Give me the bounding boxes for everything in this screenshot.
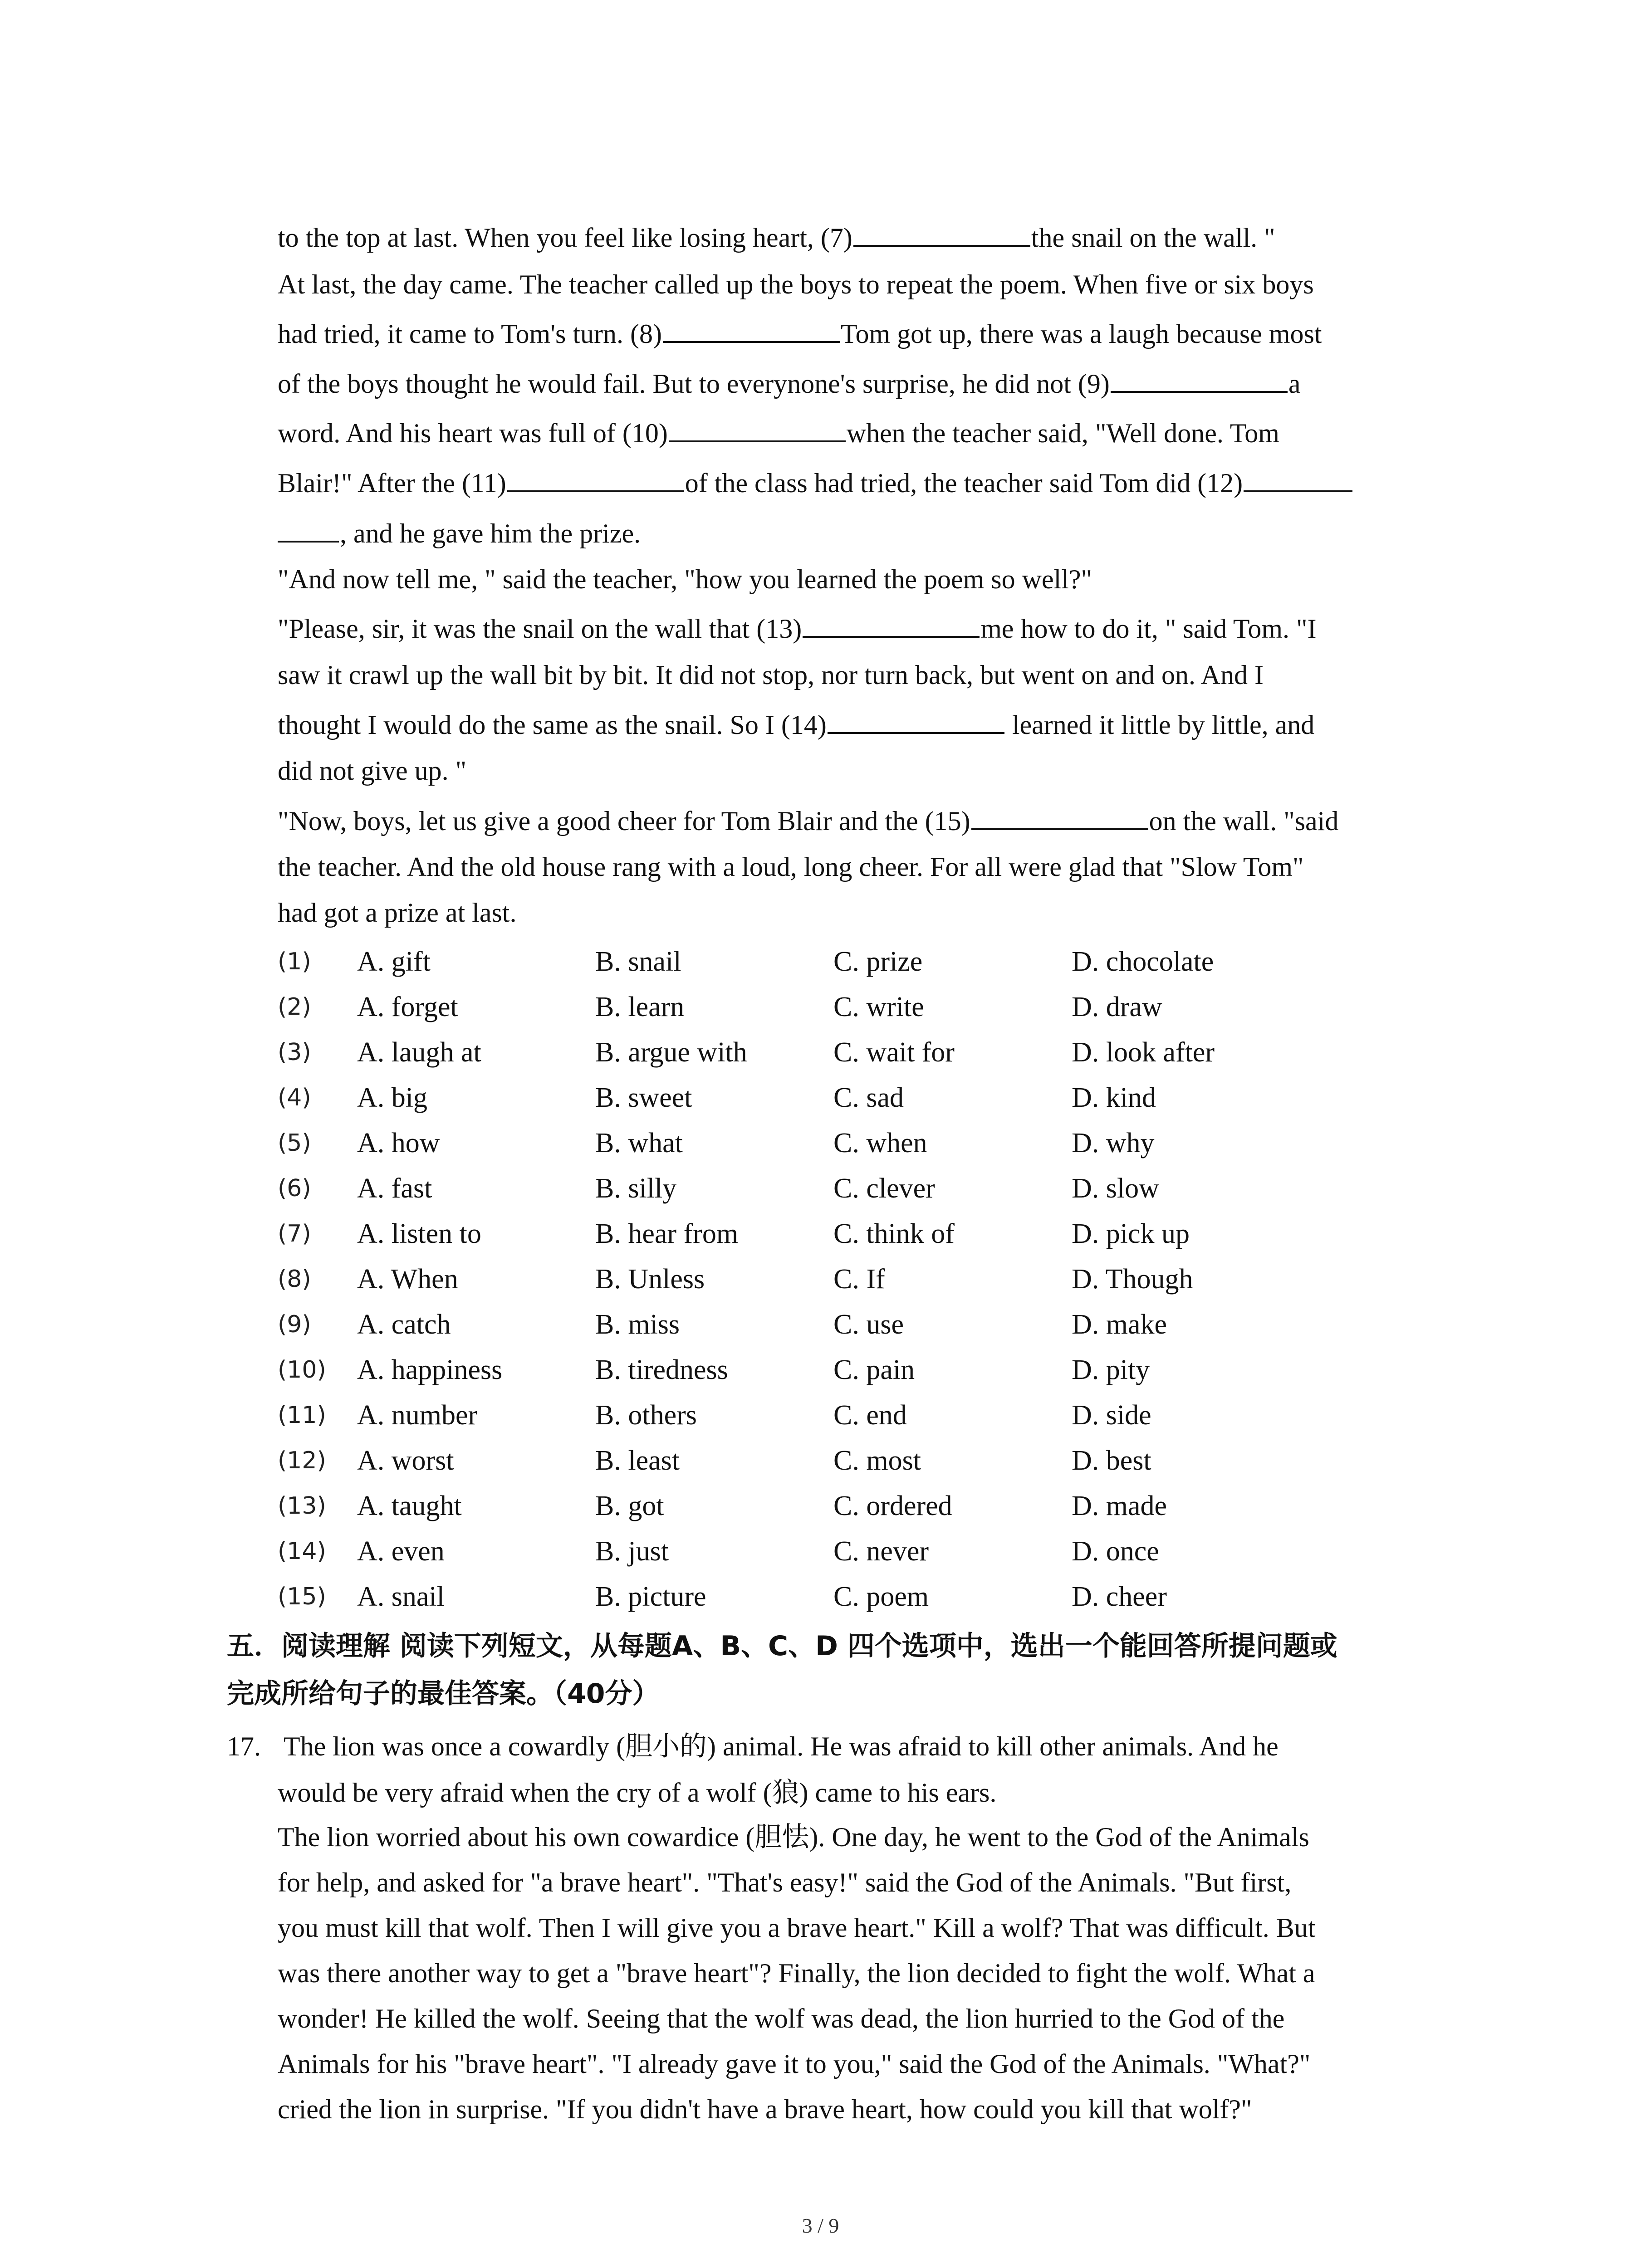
option-a[interactable]: A. number xyxy=(357,1400,478,1431)
option-a[interactable]: A. happiness xyxy=(357,1354,503,1385)
option-row xyxy=(278,1393,1457,1438)
text: a xyxy=(1288,369,1301,399)
option-d[interactable]: D. pick up xyxy=(1072,1218,1190,1249)
answer-blank xyxy=(803,609,980,638)
option-c[interactable]: C. never xyxy=(833,1536,929,1567)
section-heading: 五．阅读理解 阅读下列短文，从每题A、B、C、D 四个选项中，选出一个能回答所提问题或 xyxy=(227,1630,1337,1662)
option-b[interactable]: B. snail xyxy=(595,946,681,977)
option-c[interactable]: C. sad xyxy=(833,1082,904,1113)
option-c[interactable]: C. end xyxy=(833,1400,907,1431)
question-number: (4) xyxy=(278,1084,311,1111)
section-heading: 完成所给句子的最佳答案。（40分） xyxy=(227,1678,660,1710)
question-number: (2) xyxy=(278,993,311,1021)
answer-blank xyxy=(971,801,1148,830)
text: to the top at last. When you feel like losing heart, (7) xyxy=(278,223,852,253)
option-a[interactable]: A. forget xyxy=(357,992,458,1022)
option-b[interactable]: B. least xyxy=(595,1445,680,1476)
passage-line xyxy=(278,360,1457,407)
text: on the wall. "said xyxy=(1149,806,1339,836)
option-d[interactable]: D. Though xyxy=(1072,1264,1193,1295)
option-c[interactable]: C. If xyxy=(833,1264,885,1295)
option-b[interactable]: B. Unless xyxy=(595,1264,705,1295)
option-b[interactable]: B. others xyxy=(595,1400,697,1431)
question-number: (1) xyxy=(278,948,311,975)
question-number: (7) xyxy=(278,1220,311,1247)
option-b[interactable]: B. tiredness xyxy=(595,1354,728,1385)
question-number: (8) xyxy=(278,1266,311,1293)
option-c[interactable]: C. write xyxy=(833,992,924,1022)
answer-blank xyxy=(663,314,840,343)
option-row xyxy=(278,984,1457,1030)
option-a[interactable]: A. big xyxy=(357,1082,427,1113)
option-a[interactable]: A. even xyxy=(357,1536,445,1567)
option-c[interactable]: C. use xyxy=(833,1309,904,1340)
text: learned it little by little, and xyxy=(1005,710,1315,740)
question-number: (9) xyxy=(278,1311,311,1338)
option-c[interactable]: C. wait for xyxy=(833,1037,955,1068)
passage-line xyxy=(278,214,1457,261)
answer-blank xyxy=(828,705,1004,734)
text: when the teacher said, "Well done. Tom xyxy=(846,418,1279,448)
option-d[interactable]: D. side xyxy=(1072,1400,1151,1431)
passage-line xyxy=(278,310,1457,357)
option-b[interactable]: B. got xyxy=(595,1491,664,1521)
passage-line: The lion worried about his own cowardice (胆怯). One day, he went to the God of the Animals xyxy=(278,1822,1309,1852)
option-d[interactable]: D. make xyxy=(1072,1309,1167,1340)
option-row xyxy=(278,1075,1457,1120)
text: the snail on the wall. " xyxy=(1031,223,1275,253)
passage-line: At last, the day came. The teacher called up the boys to repeat the poem. When five or six boys xyxy=(278,269,1314,299)
option-row xyxy=(278,939,1457,984)
passage-line: did not give up. " xyxy=(278,756,467,786)
passage-line xyxy=(278,797,1457,845)
passage-line xyxy=(278,701,1457,748)
option-row xyxy=(278,1483,1457,1529)
answer-blank xyxy=(669,413,846,442)
option-d[interactable]: D. draw xyxy=(1072,992,1162,1022)
question-number: (14) xyxy=(278,1538,326,1565)
option-row xyxy=(278,1166,1457,1211)
question-number: (5) xyxy=(278,1129,311,1157)
option-b[interactable]: B. just xyxy=(595,1536,669,1567)
option-row xyxy=(278,1302,1457,1347)
text: of the class had tried, the teacher said Tom did (12) xyxy=(685,468,1243,498)
option-d[interactable]: D. slow xyxy=(1072,1173,1159,1204)
passage-line: saw it crawl up the wall bit by bit. It did not stop, nor turn back, but went on and on. And I xyxy=(278,660,1264,690)
question-number: (10) xyxy=(278,1356,326,1383)
option-b[interactable]: B. miss xyxy=(595,1309,680,1340)
option-a[interactable]: A. taught xyxy=(357,1491,462,1521)
text: me how to do it, " said Tom. "I xyxy=(980,614,1317,644)
option-d[interactable]: D. made xyxy=(1072,1491,1167,1521)
passage-line: "And now tell me, " said the teacher, "how you learned the poem so well?" xyxy=(278,564,1092,594)
passage-line: you must kill that wolf. Then I will give you a brave heart." Kill a wolf? That was difficult. But xyxy=(278,1913,1316,1943)
option-c[interactable]: C. ordered xyxy=(833,1491,952,1521)
option-b[interactable]: B. hear from xyxy=(595,1218,739,1249)
option-d[interactable]: D. cheer xyxy=(1072,1581,1167,1612)
option-row xyxy=(278,1529,1457,1574)
answer-blank xyxy=(1244,463,1352,492)
option-c[interactable]: C. when xyxy=(833,1128,927,1158)
option-c[interactable]: C. prize xyxy=(833,946,923,977)
passage-line xyxy=(278,510,1457,557)
question-number: (3) xyxy=(278,1039,311,1066)
question-number: (11) xyxy=(278,1402,326,1429)
text: "Now, boys, let us give a good cheer for Tom Blair and the (15) xyxy=(278,806,970,836)
passage-line: cried the lion in surprise. "If you didn't have a brave heart, how could you kill that wolf?" xyxy=(278,2094,1252,2124)
passage-line xyxy=(278,605,1457,652)
option-b[interactable]: B. argue with xyxy=(595,1037,747,1068)
option-d[interactable]: D. why xyxy=(1072,1128,1155,1158)
option-c[interactable]: C. think of xyxy=(833,1218,955,1249)
option-a[interactable]: A. snail xyxy=(357,1581,445,1612)
answer-blank xyxy=(1111,364,1288,393)
answer-blank xyxy=(853,218,1030,247)
option-a[interactable]: A. worst xyxy=(357,1445,454,1476)
option-b[interactable]: B. silly xyxy=(595,1173,677,1204)
option-b[interactable]: B. sweet xyxy=(595,1082,692,1113)
option-a[interactable]: A. how xyxy=(357,1128,440,1158)
option-a[interactable]: A. gift xyxy=(357,946,431,977)
option-a[interactable]: A. listen to xyxy=(357,1218,481,1249)
answer-blank xyxy=(278,513,339,543)
option-c[interactable]: C. most xyxy=(833,1445,921,1476)
passage-line: wonder! He killed the wolf. Seeing that the wolf was dead, the lion hurried to the God of the xyxy=(278,2004,1285,2033)
question-number: (13) xyxy=(278,1492,326,1520)
option-b[interactable]: B. learn xyxy=(595,992,685,1022)
question-number: (12) xyxy=(278,1447,326,1474)
passage-line: Animals for his "brave heart". "I already gave it to you," said the God of the Animals. "What?" xyxy=(278,2049,1311,2079)
option-b[interactable]: B. picture xyxy=(595,1581,706,1612)
option-d[interactable]: D. kind xyxy=(1072,1082,1156,1113)
option-d[interactable]: D. pity xyxy=(1072,1354,1150,1385)
text: thought I would do the same as the snail. So I (14) xyxy=(278,710,827,740)
option-a[interactable]: A. catch xyxy=(357,1309,451,1340)
page-number: 3 / 9 xyxy=(802,2214,839,2237)
question-number: 17. xyxy=(227,1731,261,1761)
option-b[interactable]: B. what xyxy=(595,1128,683,1158)
option-d[interactable]: D. once xyxy=(1072,1536,1159,1567)
option-c[interactable]: C. poem xyxy=(833,1581,929,1612)
text: had tried, it came to Tom's turn. (8) xyxy=(278,319,662,349)
text: Tom got up, there was a laugh because most xyxy=(840,319,1322,349)
option-row xyxy=(278,1347,1457,1393)
question-number: (15) xyxy=(278,1583,326,1610)
option-row xyxy=(278,1030,1457,1075)
text: Blair!" After the (11) xyxy=(278,468,506,498)
option-a[interactable]: A. laugh at xyxy=(357,1037,481,1068)
option-d[interactable]: D. best xyxy=(1072,1445,1151,1476)
option-row xyxy=(278,1120,1457,1166)
passage-line xyxy=(278,459,1457,507)
text: word. And his heart was full of (10) xyxy=(278,418,668,448)
passage-line: for help, and asked for "a brave heart". "That's easy!" said the God of the Animals. "But first, xyxy=(278,1867,1292,1897)
option-c[interactable]: C. pain xyxy=(833,1354,915,1385)
answer-blank xyxy=(507,463,684,492)
option-row xyxy=(278,1574,1457,1619)
passage-line: would be very afraid when the cry of a wolf (狼) came to his ears. xyxy=(278,1778,997,1808)
question-number: (6) xyxy=(278,1175,311,1202)
passage-line: was there another way to get a "brave heart"? Finally, the lion decided to fight the wolf. What a xyxy=(278,1958,1315,1988)
option-row xyxy=(278,1256,1457,1302)
option-a[interactable]: A. When xyxy=(357,1264,458,1295)
text: , and he gave him the prize. xyxy=(340,518,641,548)
passage-line xyxy=(278,410,1457,457)
option-d[interactable]: D. chocolate xyxy=(1072,946,1214,977)
passage-line: had got a prize at last. xyxy=(278,898,517,928)
text: of the boys thought he would fail. But to everynone's surprise, he did not (9) xyxy=(278,369,1110,399)
option-row xyxy=(278,1211,1457,1256)
option-row xyxy=(278,1438,1457,1483)
option-a[interactable]: A. fast xyxy=(357,1173,432,1204)
passage-line: The lion was once a cowardly (胆小的) animal. He was afraid to kill other animals. And he xyxy=(284,1731,1279,1761)
text: "Please, sir, it was the snail on the wall that (13) xyxy=(278,614,802,644)
option-d[interactable]: D. look after xyxy=(1072,1037,1215,1068)
option-c[interactable]: C. clever xyxy=(833,1173,935,1204)
passage-line: the teacher. And the old house rang with a loud, long cheer. For all were glad that "Slow Tom" xyxy=(278,852,1304,882)
